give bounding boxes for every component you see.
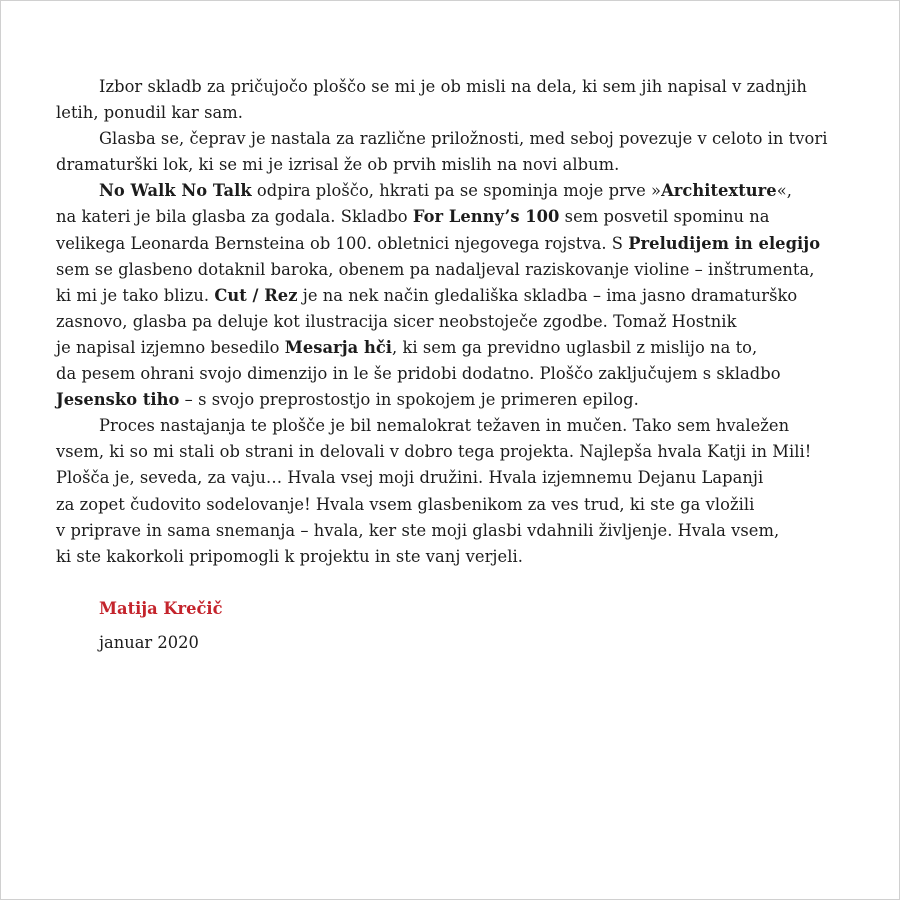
- paragraph: [56, 126, 876, 178]
- author-signature: Matija Krečič: [99, 599, 223, 618]
- paragraph: [56, 178, 876, 413]
- text-segment: da pesem ohrani svojo dimenzijo in le še pridobi dodatno. Ploščo zaključujem s skladbo: [56, 364, 781, 384]
- text-segment: Izbor skladb za pričujočo ploščo se mi je ob misli na dela, ki sem jih napisal v zadnjih: [99, 77, 807, 96]
- text-segment: odpira ploščo, hkrati pa se spominja moje prve »: [251, 181, 662, 201]
- text-line: [56, 231, 876, 257]
- text-segment: Plošča je, seveda, za vaju… Hvala vsej moji družini. Hvala izjemnemu Dejanu Lapanji: [56, 468, 764, 488]
- text-line: [56, 387, 876, 413]
- text-line: [56, 152, 876, 178]
- track-title: Architexture: [661, 181, 777, 201]
- text-line: [56, 465, 876, 491]
- signature-date: januar 2020: [99, 633, 199, 652]
- text-line: [56, 335, 876, 361]
- text-segment: vsem, ki so mi stali ob strani in delovali v dobro tega projekta. Najlepša hvala Katji in Mili!: [56, 442, 812, 462]
- text-line: [56, 257, 876, 283]
- text-segment: dramaturški lok, ki se mi je izrisal že ob prvih mislih na novi album.: [56, 155, 620, 175]
- text-segment: je napisal izjemno besedilo: [56, 337, 285, 357]
- text-segment: za zopet čudovito sodelovanje! Hvala vsem glasbenikom za ves trud, ki ste ga vložili: [56, 494, 755, 514]
- text-segment: na kateri je bila glasba za godala. Skladbo: [56, 207, 413, 227]
- text-segment: sem se glasbeno dotaknil baroka, obenem pa nadaljeval raziskovanje violine – inštrumenta,: [56, 259, 815, 279]
- text-line: [56, 361, 876, 387]
- text-segment: «,: [776, 181, 792, 201]
- text-line: [56, 283, 876, 309]
- body-text: [56, 74, 876, 570]
- text-segment: letih, ponudil kar sam.: [56, 103, 243, 123]
- text-segment: ki ste kakorkoli pripomogli k projektu in ste vanj verjeli.: [56, 546, 523, 566]
- text-segment: – s svojo preprostostjo in spokojem je primeren epilog.: [179, 390, 639, 410]
- text-segment: v priprave in sama snemanja – hvala, ker ste moji glasbi vdahnili življenje. Hvala vsem,: [56, 520, 780, 540]
- text-line: [56, 309, 876, 335]
- track-title: Cut / Rez: [214, 285, 298, 305]
- text-segment: velikega Leonarda Bernsteina ob 100. obletnici njegovega rojstva. S: [56, 233, 629, 253]
- track-title: Mesarja hči: [284, 337, 393, 357]
- track-title: For Lenny’s 100: [412, 207, 560, 227]
- text-segment: , ki sem ga previdno uglasbil z mislijo na to,: [392, 337, 758, 357]
- text-segment: Proces nastajanja te plošče je bil nemalokrat težaven in mučen. Tako sem hvaležen: [99, 416, 790, 436]
- text-line: [56, 100, 876, 126]
- text-segment: Glasba se, čeprav je nastala za različne priložnosti, med seboj povezuje v celoto in tvori: [99, 129, 828, 149]
- text-line: [56, 439, 876, 465]
- track-title: Preludijem in elegijo: [628, 233, 821, 253]
- paragraph: [56, 74, 876, 126]
- text-line: [56, 492, 876, 518]
- text-segment: je na nek način gledališka skladba – ima jasno dramaturško: [297, 285, 798, 305]
- text-segment: sem posvetil spominu na: [559, 207, 770, 227]
- text-line: [56, 178, 876, 204]
- text-line: [56, 74, 876, 100]
- track-title: Jesensko tiho: [56, 390, 180, 410]
- text-line: [56, 204, 876, 230]
- text-line: [56, 544, 876, 570]
- text-line: [56, 518, 876, 544]
- track-title: No Walk No Talk: [99, 181, 252, 201]
- text-line: [56, 413, 876, 439]
- text-line: [56, 126, 876, 152]
- text-segment: ki mi je tako blizu.: [56, 285, 215, 305]
- text-segment: zasnovo, glasba pa deluje kot ilustracija sicer neobstoječe zgodbe. Tomaž Hostnik: [56, 311, 737, 331]
- paragraph: [56, 413, 876, 570]
